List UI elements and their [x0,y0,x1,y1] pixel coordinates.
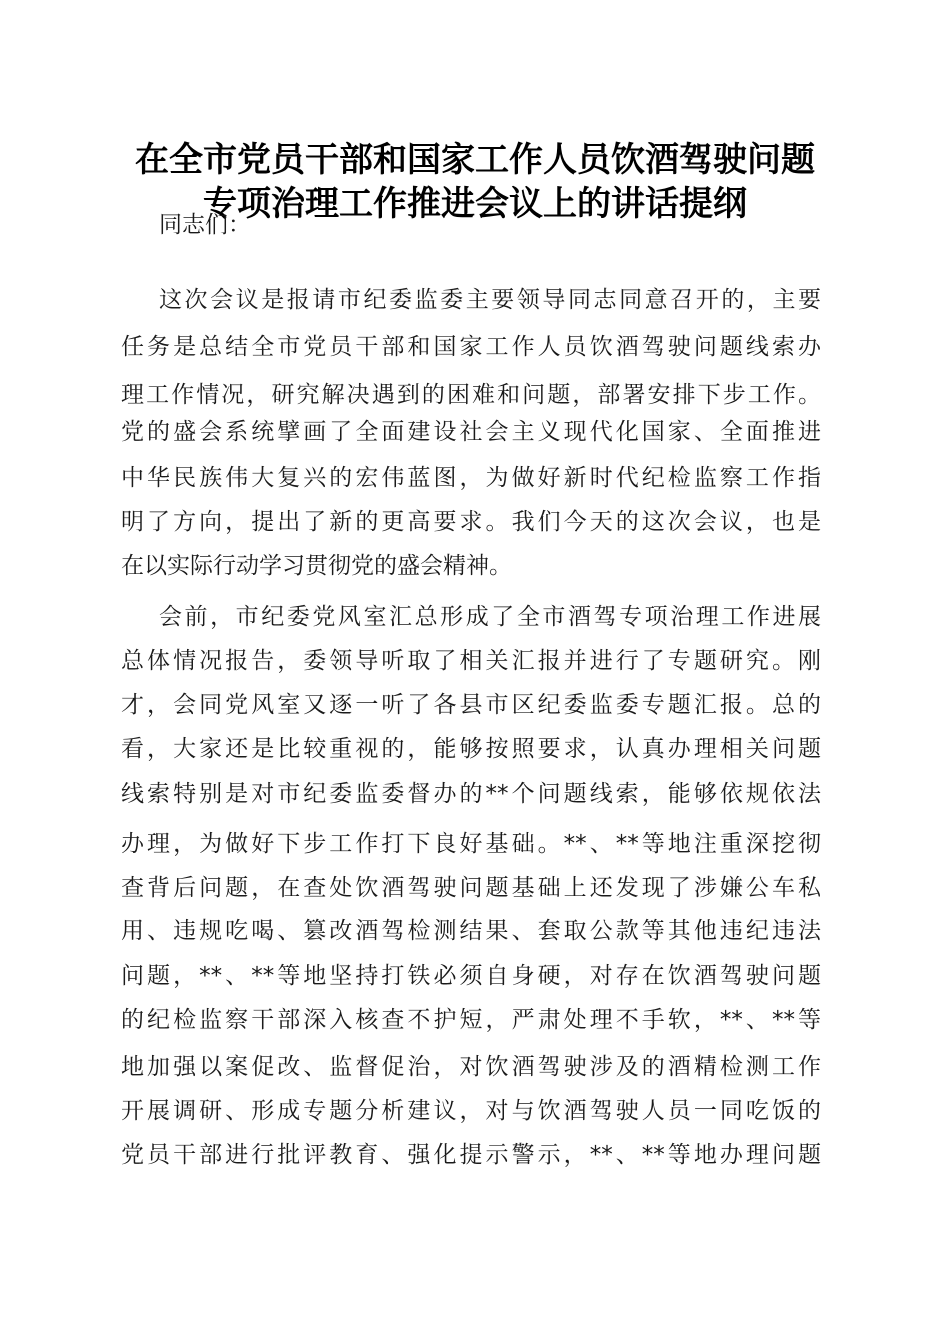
paragraph-2-line: 的纪检监察干部深入核查不护短，严肃处理不手软，**、**等 [121,1007,821,1033]
paragraph-1-line: 任务是总结全市党员干部和国家工作人员饮酒驾驶问题线索办 [121,334,821,360]
paragraph-1-line: 这次会议是报请市纪委监委主要领导同志同意召开的，主要 [159,287,821,313]
document-title-line-1: 在全市党员干部和国家工作人员饮酒驾驶问题 [135,140,815,180]
paragraph-2-line: 才，会同党风室又逐一听了各县市区纪委监委专题汇报。总的 [121,692,821,718]
paragraph-1-line: 中华民族伟大复兴的宏伟蓝图，为做好新时代纪检监察工作指 [121,465,821,491]
paragraph-1-line: 在以实际行动学习贯彻党的盛会精神。 [121,553,512,579]
paragraph-2-line: 总体情况报告，委领导听取了相关汇报并进行了专题研究。刚 [121,648,821,674]
paragraph-1-line: 理工作情况，研究解决遇到的困难和问题，部署安排下步工作。 [121,382,821,408]
document-title-line-2: 专项治理工作推进会议上的讲话提纲 [203,184,747,224]
paragraph-1-line: 明了方向，提出了新的更高要求。我们今天的这次会议，也是 [121,509,821,535]
paragraph-2-line: 用、违规吃喝、篡改酒驾检测结果、套取公款等其他违纪违法 [121,918,821,944]
paragraph-1-line: 党的盛会系统擘画了全面建设社会主义现代化国家、全面推进 [121,419,821,445]
paragraph-2-line: 看，大家还是比较重视的，能够按照要求，认真办理相关问题 [121,736,821,762]
paragraph-2-line: 线索特别是对市纪委监委督办的**个问题线索，能够依规依法 [121,781,821,807]
paragraph-2-line: 会前，市纪委党风室汇总形成了全市酒驾专项治理工作进展 [159,604,821,630]
salutation: 同志们： [159,212,251,238]
paragraph-2-line: 开展调研、形成专题分析建议，对与饮酒驾驶人员一同吃饭的 [121,1098,821,1124]
paragraph-2-line: 党员干部进行批评教育、强化提示警示，**、**等地办理问题 [121,1142,821,1168]
paragraph-2-line: 查背后问题，在查处饮酒驾驶问题基础上还发现了涉嫌公车私 [121,875,821,901]
paragraph-2-line: 办理，为做好下步工作打下良好基础。**、**等地注重深挖彻 [121,831,821,857]
paragraph-2-line: 地加强以案促改、监督促治，对饮酒驾驶涉及的酒精检测工作 [121,1054,821,1080]
paragraph-2-line: 问题，**、**等地坚持打铁必须自身硬，对存在饮酒驾驶问题 [121,963,821,989]
